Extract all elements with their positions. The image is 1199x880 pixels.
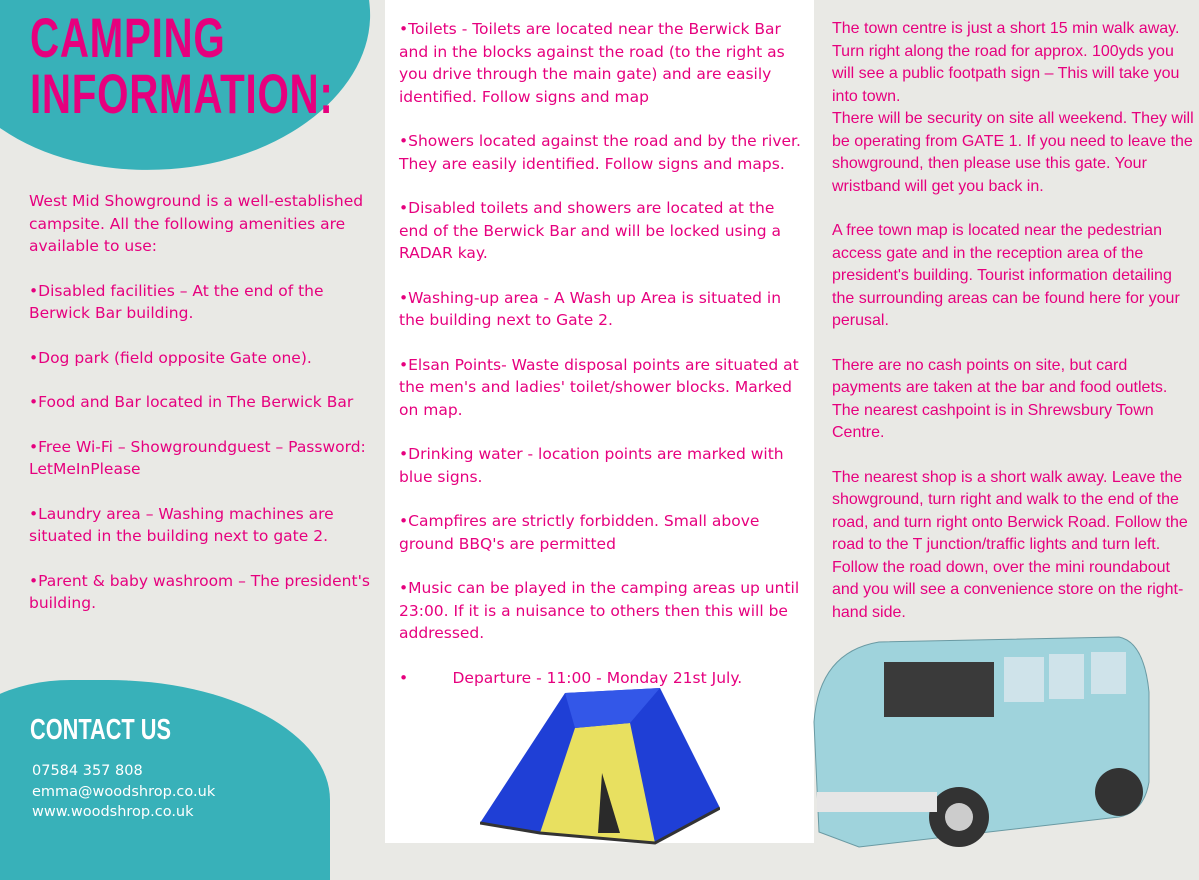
departure-item: • Departure - 11:00 - Monday 21st July.: [399, 668, 743, 687]
website-link[interactable]: www.woodshrop.co.uk: [32, 804, 194, 820]
nearest-shop-text: The nearest shop is a short walk away. Leave the showground, turn right and walk to the end of the road, and turn right onto Berwick Road. Follow the road to the T junction/traffic lights and turn left. Follow the road down, over the mini roundabout and you will see a convenience store on the right-hand side.: [832, 468, 1188, 621]
list-item: •Elsan Points- Waste disposal points are situated at the men's and ladies' toilet/shower blocks. Marked on map.: [399, 355, 799, 419]
email-link[interactable]: emma@woodshrop.co.uk: [32, 783, 216, 800]
list-item: •Campfires are strictly forbidden. Small above ground BBQ's are permitted: [399, 512, 760, 553]
list-item: •Free Wi-Fi – Showgroundguest – Password: LetMeInPlease: [29, 437, 366, 478]
list-item: •Showers located against the road and by the river. They are easily identified. Follow signs and maps.: [399, 132, 801, 173]
list-item: •Disabled toilets and showers are located at the end of the Berwick Bar and will be locked using a RADAR kay.: [399, 199, 781, 262]
list-item: •Food and Bar located in The Berwick Bar: [29, 393, 354, 411]
amenities-list: [29, 190, 379, 637]
list-item: •Drinking water - location points are marked with blue signs.: [399, 445, 784, 486]
right-panel: [814, 0, 1199, 848]
list-item: •Disabled facilities – At the end of the Berwick Bar building.: [29, 281, 324, 322]
list-item: •Toilets - Toilets are located near the Berwick Bar and in the blocks against the road (to the right as you drive through the main gate) and are easily identified. Follow signs and map: [399, 20, 785, 106]
contact-heading: CONTACT US: [30, 714, 171, 746]
town-centre-text: The town centre is just a short 15 min walk away. Turn right along the road for approx. 100yds you will see a public footpath sign – This will take you into town.: [832, 20, 1180, 105]
list-item: •Dog park (field opposite Gate one).: [29, 348, 312, 367]
cash-points-text: There are no cash points on site, but card payments are taken at the bar and food outlets. The nearest cashpoint is in Shrewsbury Town Centre.: [832, 356, 1168, 441]
middle-panel: [385, 0, 814, 843]
list-item: •Washing-up area - A Wash up Area is situated in the building next to Gate 2.: [399, 288, 782, 329]
page-title: [30, 6, 334, 125]
campervan-image: [799, 632, 1159, 852]
title-line-1: CAMPING: [30, 6, 226, 69]
security-text: There will be security on site all weekend. They will be operating from GATE 1. If you need to leave the showground, then please use this gate. Your wristband will get you back in.: [832, 110, 1194, 195]
list-item: •Parent & baby washroom – The president's building.: [29, 571, 370, 612]
contact-details: [32, 761, 215, 823]
tent-image: [480, 683, 720, 848]
intro-text: West Mid Showground is a well-established campsite. All the following amenities are available to use:: [29, 192, 364, 255]
list-item: •Music can be played in the camping areas up until 23:00. If it is a nuisance to others then this will be addressed.: [399, 579, 800, 642]
title-line-2: INFORMATION:: [30, 62, 334, 125]
list-item: •Laundry area – Washing machines are situated in the building next to gate 2.: [29, 504, 334, 545]
town-map-text: A free town map is located near the pedestrian access gate and in the reception area of the president's building. Tourist information detailing the surrounding areas can be found here for your perusal.: [832, 222, 1180, 329]
phone: 07584 357 808: [32, 763, 143, 779]
left-panel: [0, 0, 385, 848]
